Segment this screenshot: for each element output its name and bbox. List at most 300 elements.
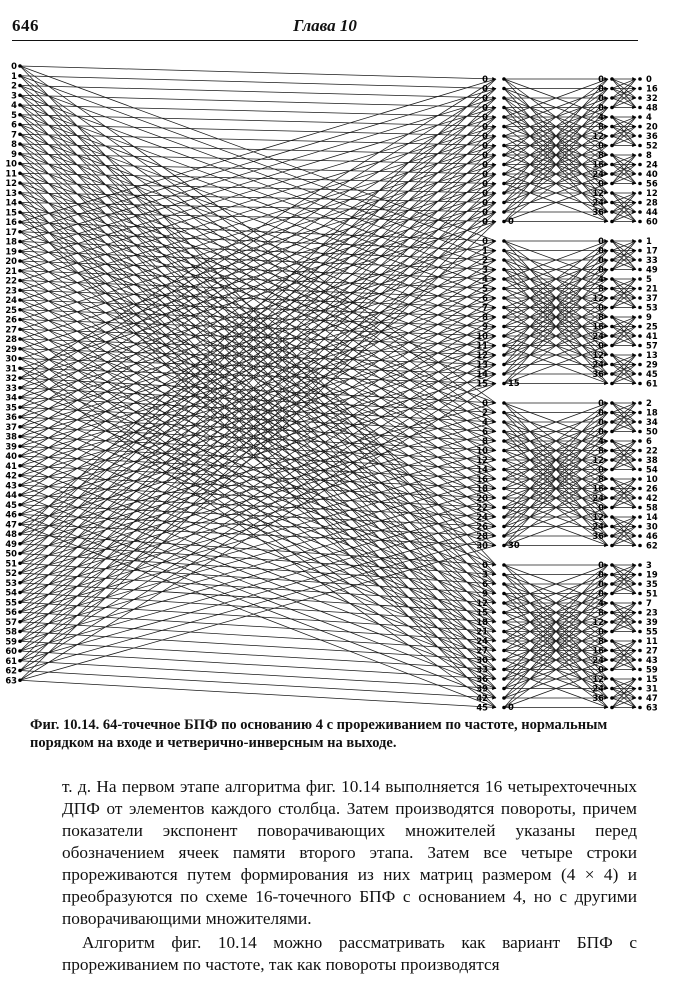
input-node: [18, 191, 22, 195]
stage1-line: [20, 146, 496, 447]
inner-node: [610, 525, 614, 529]
twiddle-exponent-label: 2: [482, 255, 488, 265]
twiddle-exponent-label: 0: [482, 159, 488, 170]
twiddle-exponent-label: 0: [482, 236, 488, 246]
input-index-label: 38: [5, 431, 17, 442]
twiddle-exponent-label: 26: [476, 521, 488, 532]
input-node: [18, 513, 22, 517]
output-index-label: 59: [646, 664, 658, 675]
output-index-label: 29: [646, 359, 658, 370]
twiddle-exponent-label: 36: [476, 674, 488, 684]
twiddle-exponent-label: 6: [482, 293, 488, 303]
twiddle-exponent-label: 1: [482, 245, 488, 256]
twiddle-exponent-label: 0: [482, 131, 488, 141]
group-exponent-label: 0: [508, 216, 514, 226]
figure-caption-text: 64-точечное БПФ по основанию 4 с прореживанием по частоте, нормальным порядком на входе и четверично-инверсным на выходе.: [30, 717, 608, 751]
twiddle-exponent-label: 0: [482, 102, 488, 113]
input-index-label: 5: [11, 109, 17, 120]
stage1-line: [20, 136, 496, 281]
output-node: [638, 534, 642, 538]
output-index-label: 19: [646, 569, 658, 580]
output-index-label: 41: [646, 331, 658, 341]
output-index-label: 31: [646, 683, 658, 694]
input-index-label: 23: [5, 285, 17, 296]
output-node: [638, 153, 642, 157]
input-index-label: 14: [5, 197, 17, 208]
inner-node: [610, 506, 614, 510]
input-node: [18, 435, 22, 439]
stage1-line: [20, 173, 496, 183]
stage2-input-node: [502, 411, 506, 415]
inner-node: [610, 306, 614, 310]
input-node: [18, 659, 22, 663]
twiddle-exponent-label: 12: [476, 598, 488, 608]
inner-node: [610, 582, 614, 586]
input-node: [18, 74, 22, 78]
inner-node: [610, 363, 614, 367]
output-node: [638, 411, 642, 415]
input-node: [18, 649, 22, 653]
inner-node: [610, 325, 614, 329]
twiddle-exponent-label: 18: [476, 617, 488, 627]
input-index-label: 57: [5, 616, 17, 627]
output-node: [638, 363, 642, 367]
output-index-label: 60: [646, 216, 658, 227]
stage2-input-node: [502, 582, 506, 586]
input-node: [18, 630, 22, 634]
output-index-label: 43: [646, 655, 658, 665]
stage2-input-node: [502, 87, 506, 91]
stage2-input-node: [502, 144, 506, 148]
inner-twiddle-label: 12: [592, 455, 604, 465]
input-index-label: 28: [5, 334, 17, 344]
twiddle-exponent-label: 16: [476, 474, 488, 484]
group-exponent-label: 15: [508, 378, 520, 388]
inner-twiddle-label: 0: [598, 245, 604, 256]
output-index-label: 57: [646, 340, 658, 351]
input-node: [18, 327, 22, 331]
stage2-input-node: [502, 563, 506, 567]
stage1-line: [20, 203, 496, 661]
inner-node: [610, 468, 614, 472]
inner-twiddle-label: 0: [598, 407, 604, 418]
output-index-label: 2: [646, 398, 652, 408]
inner-twiddle-label: 8: [598, 445, 604, 456]
output-index-label: 55: [646, 626, 658, 637]
output-index-label: 36: [646, 131, 658, 141]
input-node: [18, 532, 22, 536]
inner-twiddle-label: 0: [598, 102, 604, 113]
stage2-input-node: [502, 163, 506, 167]
output-node: [638, 372, 642, 376]
inner-node: [610, 268, 614, 272]
input-index-label: 61: [5, 655, 17, 666]
twiddle-exponent-label: 15: [476, 607, 488, 618]
input-node: [18, 405, 22, 409]
stage1-line: [20, 83, 496, 99]
stage2-input-node: [502, 249, 506, 253]
input-node: [18, 123, 22, 127]
output-index-label: 51: [646, 588, 658, 599]
stage2-input-node: [502, 363, 506, 367]
input-index-label: 62: [5, 665, 17, 676]
inner-twiddle-label: 0: [598, 178, 604, 189]
inner-twiddle-label: 12: [592, 617, 604, 627]
inner-node: [610, 344, 614, 348]
inner-node: [610, 639, 614, 643]
output-node: [638, 506, 642, 510]
output-node: [638, 344, 642, 348]
inner-twiddle-label: 0: [598, 398, 604, 408]
output-node: [638, 401, 642, 405]
input-index-label: 6: [11, 119, 17, 130]
output-node: [638, 458, 642, 462]
twiddle-exponent-label: 11: [476, 340, 488, 351]
inner-twiddle-label: 24: [592, 655, 604, 665]
output-index-label: 0: [646, 74, 652, 84]
output-node: [638, 563, 642, 567]
stage1-line: [20, 183, 496, 193]
stage2-input-node: [502, 296, 506, 300]
input-index-label: 11: [5, 168, 17, 179]
twiddle-exponent-label: 24: [476, 512, 488, 522]
output-index-label: 58: [646, 502, 658, 513]
input-index-label: 49: [5, 538, 17, 549]
inner-node: [610, 611, 614, 615]
input-node: [18, 210, 22, 214]
output-index-label: 38: [646, 455, 658, 465]
stage1-line: [20, 165, 496, 466]
output-index-label: 44: [646, 207, 658, 217]
stage1-line: [20, 174, 496, 476]
input-node: [18, 415, 22, 419]
twiddle-exponent-label: 3: [482, 569, 488, 580]
inner-node: [610, 687, 614, 691]
inner-twiddle-label: 0: [598, 588, 604, 599]
input-node: [18, 171, 22, 175]
input-node: [18, 464, 22, 468]
input-index-label: 2: [11, 80, 17, 91]
inner-node: [610, 210, 614, 214]
output-index-label: 7: [646, 598, 652, 608]
output-node: [638, 420, 642, 424]
input-node: [18, 288, 22, 292]
stage1-line: [20, 193, 496, 339]
input-index-label: 4: [11, 100, 17, 110]
stage2-input-node: [502, 210, 506, 214]
input-index-label: 58: [5, 626, 17, 637]
twiddle-exponent-label: 9: [482, 321, 488, 332]
twiddle-exponent-label: 12: [476, 350, 488, 360]
inner-twiddle-label: 24: [592, 197, 604, 208]
stage2-input-node: [502, 372, 506, 376]
inner-node: [610, 258, 614, 262]
output-node: [638, 382, 642, 386]
stage2-input-node: [502, 353, 506, 357]
output-index-label: 35: [646, 579, 658, 589]
twiddle-exponent-label: 3: [482, 264, 488, 275]
output-index-label: 11: [646, 636, 658, 646]
inner-node: [610, 706, 614, 710]
output-index-label: 12: [646, 188, 658, 198]
stage2-input-node: [502, 611, 506, 615]
twiddle-exponent-label: 14: [476, 369, 488, 379]
stage1-line: [20, 125, 496, 137]
stage1-line: [20, 115, 496, 127]
input-node: [18, 230, 22, 234]
output-node: [638, 353, 642, 357]
input-index-label: 37: [5, 421, 17, 432]
inner-twiddle-label: 36: [592, 369, 604, 379]
inner-node: [610, 334, 614, 338]
stage2-input-node: [502, 534, 506, 538]
inner-node: [610, 573, 614, 577]
twiddle-exponent-label: 0: [482, 121, 488, 132]
input-node: [18, 279, 22, 283]
twiddle-exponent-label: 2: [482, 407, 488, 418]
output-node: [638, 477, 642, 481]
inner-twiddle-label: 16: [592, 159, 604, 170]
inner-node: [610, 144, 614, 148]
inner-node: [610, 477, 614, 481]
input-node: [18, 220, 22, 224]
inner-node: [610, 515, 614, 519]
stage2-input-node: [502, 334, 506, 338]
output-node: [638, 258, 642, 262]
output-node: [638, 677, 642, 681]
output-node: [638, 268, 642, 272]
twiddle-exponent-label: 39: [476, 683, 488, 694]
inner-node: [610, 353, 614, 357]
input-node: [18, 386, 22, 390]
inner-twiddle-label: 36: [592, 207, 604, 217]
inner-twiddle-label: 4: [598, 274, 604, 284]
inner-twiddle-label: 24: [592, 493, 604, 503]
input-node: [18, 542, 22, 546]
twiddle-exponent-label: 42: [476, 693, 488, 703]
inner-node: [610, 439, 614, 443]
inner-twiddle-label: 0: [598, 426, 604, 437]
inner-twiddle-label: 12: [592, 512, 604, 522]
node-labels: [5, 61, 657, 712]
twiddle-exponent-label: 18: [476, 483, 488, 494]
output-node: [638, 430, 642, 434]
output-node: [638, 706, 642, 710]
input-index-label: 32: [5, 373, 17, 383]
stage2-input-node: [502, 401, 506, 405]
output-index-label: 61: [646, 378, 658, 389]
inner-twiddle-label: 0: [598, 140, 604, 151]
inner-twiddle-label: 0: [598, 83, 604, 94]
inner-node: [610, 106, 614, 110]
page-header: [12, 14, 638, 41]
input-node: [18, 610, 22, 614]
inner-node: [610, 96, 614, 100]
stage2-input-node: [502, 496, 506, 500]
input-node: [18, 503, 22, 507]
inner-twiddle-label: 36: [592, 531, 604, 541]
stage2-input-node: [502, 706, 506, 710]
twiddle-exponent-label: 12: [476, 455, 488, 465]
output-index-label: 49: [646, 264, 658, 275]
output-index-label: 15: [646, 674, 658, 684]
output-index-label: 14: [646, 512, 658, 522]
stage2-input-node: [502, 544, 506, 548]
inner-node: [610, 77, 614, 81]
input-index-label: 0: [11, 61, 17, 71]
input-index-label: 20: [5, 256, 17, 266]
input-node: [18, 376, 22, 380]
stage1-line: [20, 117, 496, 573]
stage2-input-node: [502, 449, 506, 453]
input-index-label: 16: [5, 217, 17, 227]
input-node: [18, 581, 22, 585]
inner-node: [610, 87, 614, 91]
output-node: [638, 544, 642, 548]
inner-twiddle-label: 12: [592, 674, 604, 684]
output-node: [638, 77, 642, 81]
input-index-label: 3: [11, 90, 17, 101]
input-index-label: 51: [5, 558, 17, 569]
output-index-label: 62: [646, 540, 658, 551]
inner-twiddle-label: 4: [598, 436, 604, 446]
output-node: [638, 496, 642, 500]
stage2-input-node: [502, 315, 506, 319]
stage2-input-node: [502, 420, 506, 424]
stage1-line: [20, 134, 496, 145]
stage2-input-node: [502, 439, 506, 443]
input-node: [18, 669, 22, 673]
input-node: [18, 152, 22, 156]
inner-node: [610, 630, 614, 634]
inner-twiddle-label: 0: [598, 302, 604, 313]
input-index-label: 50: [5, 548, 17, 559]
output-node: [638, 439, 642, 443]
output-index-label: 3: [646, 560, 652, 570]
output-index-label: 63: [646, 702, 658, 712]
output-node: [638, 106, 642, 110]
input-node: [18, 259, 22, 263]
inner-twiddle-label: 4: [598, 112, 604, 122]
input-index-label: 24: [5, 295, 17, 305]
inner-node: [610, 668, 614, 672]
output-node: [638, 315, 642, 319]
output-index-label: 32: [646, 93, 658, 103]
inner-twiddle-label: 12: [592, 293, 604, 303]
stage2-input-node: [502, 134, 506, 138]
input-index-label: 60: [5, 646, 17, 656]
twiddle-exponent-label: 21: [476, 626, 488, 637]
input-node: [18, 113, 22, 117]
stage2-input-node: [502, 239, 506, 243]
twiddle-exponent-label: 0: [482, 93, 488, 103]
inner-twiddle-label: 0: [598, 74, 604, 84]
input-node: [18, 396, 22, 400]
output-node: [638, 239, 642, 243]
stage2-input-node: [502, 191, 506, 195]
butterfly-connections: [20, 66, 636, 708]
twiddle-exponent-label: 0: [482, 74, 488, 84]
input-index-label: 42: [5, 470, 17, 481]
stage2-input-node: [502, 668, 506, 672]
output-node: [638, 96, 642, 100]
twiddle-exponent-label: 10: [476, 445, 488, 456]
output-node: [638, 115, 642, 119]
input-index-label: 8: [11, 139, 17, 149]
inner-twiddle-label: 12: [592, 188, 604, 198]
output-index-label: 5: [646, 274, 652, 284]
stage2-input-node: [502, 115, 506, 119]
output-node: [638, 668, 642, 672]
inner-node: [610, 239, 614, 243]
stage1-line: [20, 203, 496, 349]
stage1-line: [20, 193, 496, 651]
output-node: [638, 573, 642, 577]
inner-twiddle-label: 0: [598, 236, 604, 246]
output-node: [638, 487, 642, 491]
input-index-label: 47: [5, 519, 17, 530]
input-node: [18, 522, 22, 526]
input-index-label: 27: [5, 324, 17, 335]
inner-twiddle-label: 0: [598, 417, 604, 427]
stage1-line: [20, 184, 496, 330]
input-node: [18, 620, 22, 624]
output-index-label: 10: [646, 474, 658, 484]
stage1-line: [20, 281, 496, 299]
output-node: [638, 468, 642, 472]
inner-twiddle-label: 8: [598, 636, 604, 646]
input-node: [18, 639, 22, 643]
input-node: [18, 93, 22, 97]
input-index-label: 29: [5, 343, 17, 354]
input-index-label: 19: [5, 246, 17, 257]
input-node: [18, 571, 22, 575]
input-node: [18, 600, 22, 604]
input-index-label: 25: [5, 304, 17, 315]
input-node: [18, 357, 22, 361]
twiddle-exponent-label: 30: [476, 540, 488, 551]
output-index-label: 20: [646, 121, 658, 132]
output-index-label: 39: [646, 617, 658, 627]
input-index-label: 15: [5, 207, 17, 218]
output-index-label: 18: [646, 407, 658, 418]
stage2-input-node: [502, 430, 506, 434]
output-index-label: 26: [646, 483, 658, 494]
twiddle-exponent-label: 0: [482, 188, 488, 198]
inner-twiddle-label: 8: [598, 121, 604, 132]
output-index-label: 17: [646, 245, 658, 256]
stage1-line: [20, 212, 496, 671]
input-node: [18, 474, 22, 478]
stage2-input-node: [502, 658, 506, 662]
inner-twiddle-label: 24: [592, 683, 604, 694]
inner-node: [610, 458, 614, 462]
inner-node: [610, 287, 614, 291]
stage2-input-node: [502, 506, 506, 510]
inner-node: [610, 658, 614, 662]
stage1-line: [20, 495, 496, 517]
twiddle-exponent-label: 7: [482, 302, 488, 313]
inner-node: [610, 249, 614, 253]
stage2-input-node: [502, 487, 506, 491]
output-node: [638, 191, 642, 195]
inner-twiddle-label: 0: [598, 464, 604, 475]
stage2-input-node: [502, 592, 506, 596]
input-node: [18, 84, 22, 88]
output-node: [638, 515, 642, 519]
inner-twiddle-label: 16: [592, 645, 604, 656]
twiddle-exponent-label: 20: [476, 493, 488, 503]
